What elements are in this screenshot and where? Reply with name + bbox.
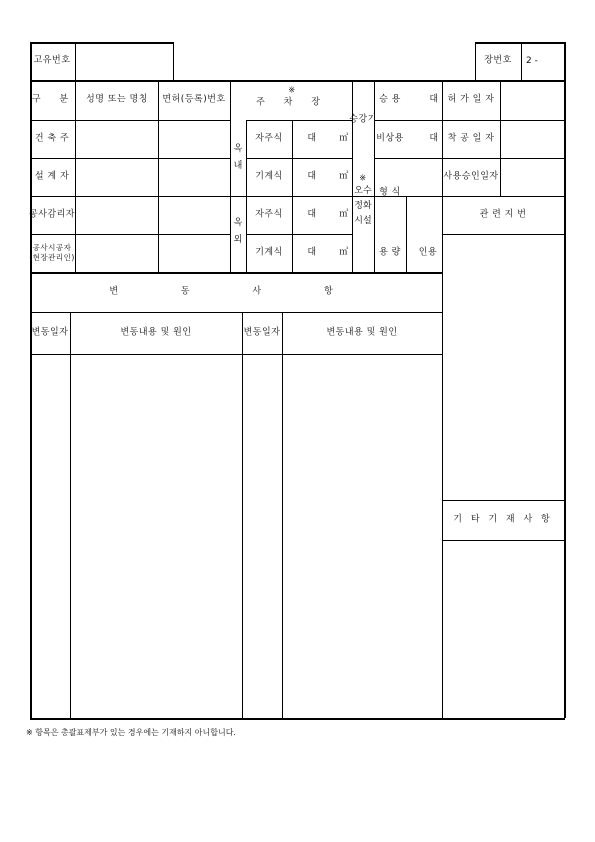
related-lot-label: 관 련 지 번: [479, 209, 527, 220]
passenger-elevator-label: 승 용: [379, 94, 401, 105]
footnote: ※ 항목은 총괄표제부가 있는 경우에는 기재하지 아니합니다.: [26, 728, 236, 737]
permit-date-label: 허 가 일 자: [447, 94, 495, 105]
gubun-label: 구 분: [31, 94, 77, 105]
name-column-header: 성명 또는 명칭: [86, 94, 148, 105]
page-number-label: 장번호: [484, 55, 512, 66]
page-number-value[interactable]: 2 -: [526, 56, 538, 66]
outdoor-self-type: 자주식: [255, 209, 283, 220]
change-date-header-1: 변동일자: [31, 327, 69, 338]
changes-title: 변 동 사 항: [109, 286, 363, 297]
role-contractor: 공사시공자: [32, 243, 72, 252]
role-designer: 설 계 자: [34, 171, 70, 182]
elevator-label: 승강기: [349, 114, 377, 125]
indoor-mech-unit: 대: [307, 171, 317, 182]
outdoor-mech-sqm: ㎡: [339, 247, 349, 258]
approval-date-label: 사용승인일자: [443, 171, 499, 182]
sewage-system-label: 오수 정화 시설: [354, 186, 372, 226]
parking-header: 주 차 장: [256, 97, 328, 108]
passenger-unit: 대: [429, 94, 439, 105]
sewage-capacity-unit: 인용: [418, 247, 438, 258]
indoor-mech-sqm: ㎡: [339, 171, 349, 182]
other-notes-title: 기 타 기 재 사 항: [453, 514, 553, 525]
indoor-mech-type: 기계식: [255, 171, 283, 182]
role-site-manager: (현장관리인): [29, 253, 75, 262]
indoor-self-sqm: ㎡: [339, 133, 349, 144]
change-content-header-1: 변동내용 및 원인: [120, 327, 192, 338]
change-content-header-2: 변동내용 및 원인: [326, 327, 398, 338]
emergency-elevator-label: 비상용: [376, 133, 404, 144]
parking-note-mark: ※: [288, 85, 296, 95]
indoor-label: 옥 내: [233, 144, 243, 171]
outdoor-label: 옥 외: [233, 218, 243, 245]
role-supervisor: 공사감리자: [29, 209, 75, 220]
outdoor-self-unit: 대: [307, 209, 317, 220]
unique-number-label: 고유번호: [33, 55, 71, 66]
outdoor-self-sqm: ㎡: [339, 209, 349, 220]
start-date-label: 착 공 일 자: [447, 133, 495, 144]
sewage-type-label: 형 식: [379, 187, 401, 198]
emergency-unit: 대: [429, 133, 439, 144]
indoor-self-unit: 대: [307, 133, 317, 144]
role-owner: 건 축 주: [34, 133, 70, 144]
indoor-self-type: 자주식: [255, 133, 283, 144]
change-date-header-2: 변동일자: [243, 327, 281, 338]
license-column-header: 면허(등록)번호: [162, 94, 226, 105]
outdoor-mech-unit: 대: [307, 247, 317, 258]
outdoor-mech-type: 기계식: [255, 247, 283, 258]
sewage-capacity-label: 용 량: [379, 247, 401, 258]
sewage-note-mark: ※: [359, 173, 367, 183]
